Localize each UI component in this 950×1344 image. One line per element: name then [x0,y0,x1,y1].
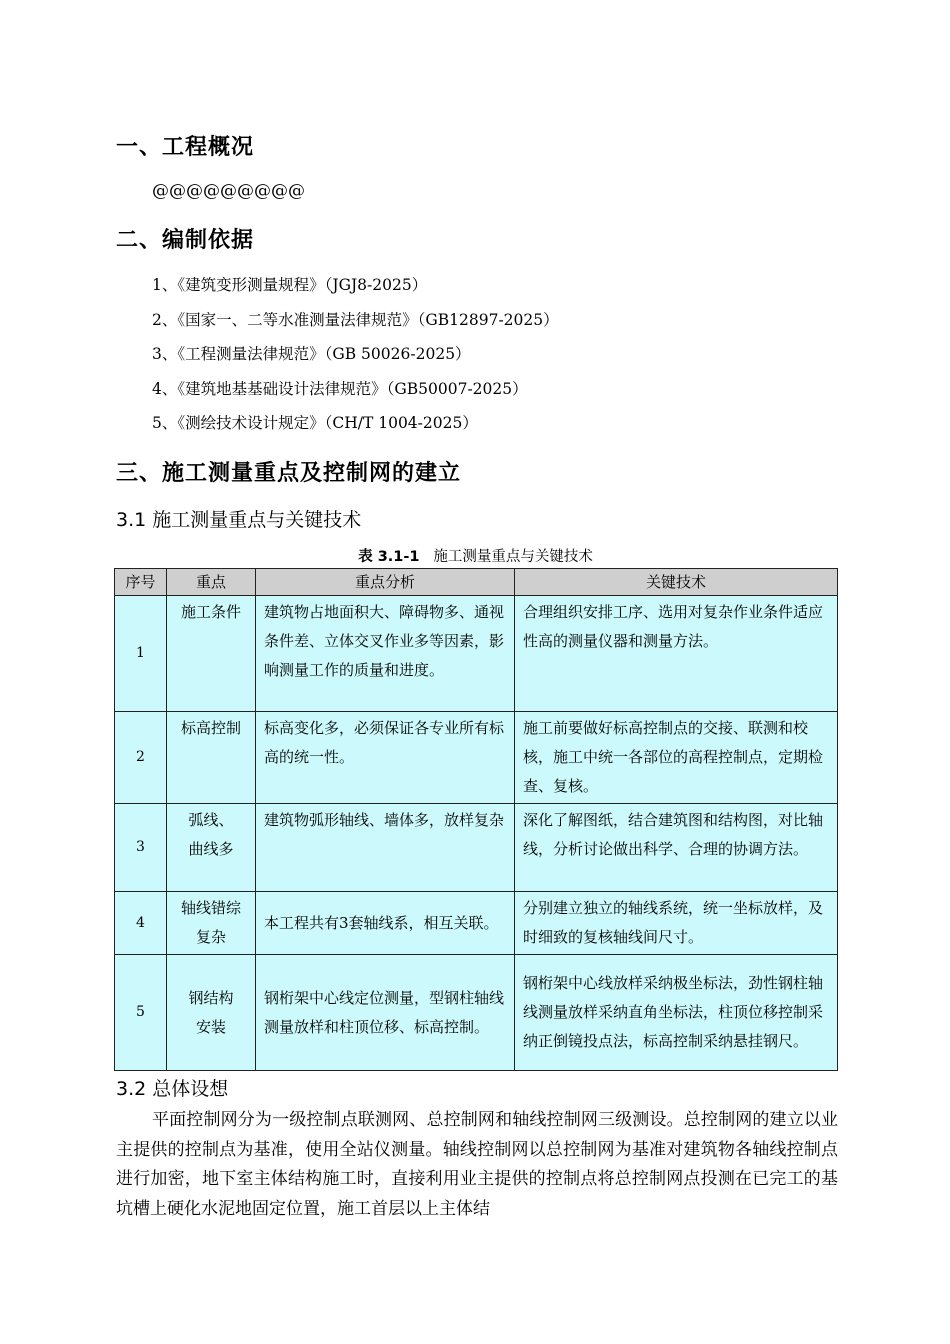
row-focus-line: 钢结构 [188,988,234,1007]
row-focus-line: 轴线错综 [180,899,241,917]
row-analysis: 建筑物占地面积大、障碍物多、通视条件差、立体交叉作业多等因素，影响测量工作的质量和进度。 [256,596,515,712]
reference-item-3: 3、《工程测量法律规范》（GB 50026-2025） [152,345,471,363]
row-number: 5 [115,955,167,1071]
section-3-2-heading: 3.2 总体设想 [116,1078,229,1100]
row-number: 2 [115,712,167,804]
reference-item-1: 1、《建筑变形测量规程》（JGJ8-2025） [152,276,428,294]
row-number: 1 [115,596,167,712]
row-technique: 施工前要做好标高控制点的交接、联测和校核，施工中统一各部位的高程控制点，定期检查、复核。 [515,712,838,804]
measurement-table [114,568,838,1071]
row-focus: 施工条件 [167,596,256,712]
row-focus-line: 弧线、 [188,811,234,829]
header-no: 序号 [115,569,167,596]
row-focus: 标高控制 [167,712,256,804]
row-focus [167,955,256,1071]
table-caption [114,545,837,566]
row-focus-line: 安装 [195,1017,226,1036]
row-focus [167,892,256,955]
reference-item-2: 2、《国家一、二等水准测量法律规范》（GB12897-2025） [152,310,559,329]
table-row [115,892,838,955]
row-analysis: 钢桁架中心线定位测量，型钢柱轴线测量放样和柱顶位移、标高控制。 [256,955,515,1071]
reference-list [152,272,559,445]
table-row [115,804,838,892]
row-technique: 钢桁架中心线放样采纳极坐标法，劲性钢柱轴线测量放样采纳直角坐标法，柱顶位移控制采纳正倒镜投点法，标高控制采纳悬挂钢尺。 [515,955,838,1071]
row-analysis: 标高变化多，必须保证各专业所有标高的统一性。 [256,712,515,804]
row-focus [167,804,256,892]
section-1-heading: 一、工程概况 [116,135,255,160]
row-technique: 合理组织安排工序、选用对复杂作业条件适应性高的测量仪器和测量方法。 [515,596,838,712]
reference-item-4: 4、《建筑地基基础设计法律规范》（GB50007-2025） [152,379,528,398]
row-technique: 分别建立独立的轴线系统，统一坐标放样，及时细致的复核轴线间尺寸。 [515,892,838,955]
section-3-heading: 三、施工测量重点及控制网的建立 [116,461,462,486]
section-1-content: @@@@@@@@@ [152,181,305,201]
table-row [115,712,838,804]
row-analysis: 建筑物弧形轴线、墙体多，放样复杂 [256,804,515,892]
row-focus-line: 曲线多 [188,840,234,858]
section-2-heading: 二、编制依据 [116,228,255,253]
header-analysis: 重点分析 [256,569,515,596]
header-focus: 重点 [167,569,256,596]
row-number: 4 [115,892,167,955]
row-analysis: 本工程共有3套轴线系，相互关联。 [256,892,515,955]
reference-item-5: 5、《测绘技术设计规定》（CH/T 1004-2025） [152,414,478,432]
table-caption-title: 施工测量重点与关键技术 [433,549,593,565]
table-caption-label: 表 3.1-1 [358,549,420,565]
table-row [115,596,838,712]
table-row [115,955,838,1071]
section-3-2-paragraph: 平面控制网分为一级控制点联测网、总控制网和轴线控制网三级测设。总控制网的建立以业主提供的控制点为基准，使用全站仪测量。轴线控制网以总控制网为基准对建筑物各轴线控制点进行加密，地下室主体结构施工时，直接利用业主提供的控制点将总控制网点投测在已完工的基坑槽上硬化水泥地固定位置，施工首层以上主体结 [116,1110,838,1219]
table-header-row [115,569,838,596]
row-focus-line: 复杂 [195,928,226,946]
row-technique: 深化了解图纸，结合建筑图和结构图，对比轴线，分析讨论做出科学、合理的协调方法。 [515,804,838,892]
header-technique: 关键技术 [515,569,838,596]
row-number: 3 [115,804,167,892]
section-3-1-heading: 3.1 施工测量重点与关键技术 [116,509,362,531]
